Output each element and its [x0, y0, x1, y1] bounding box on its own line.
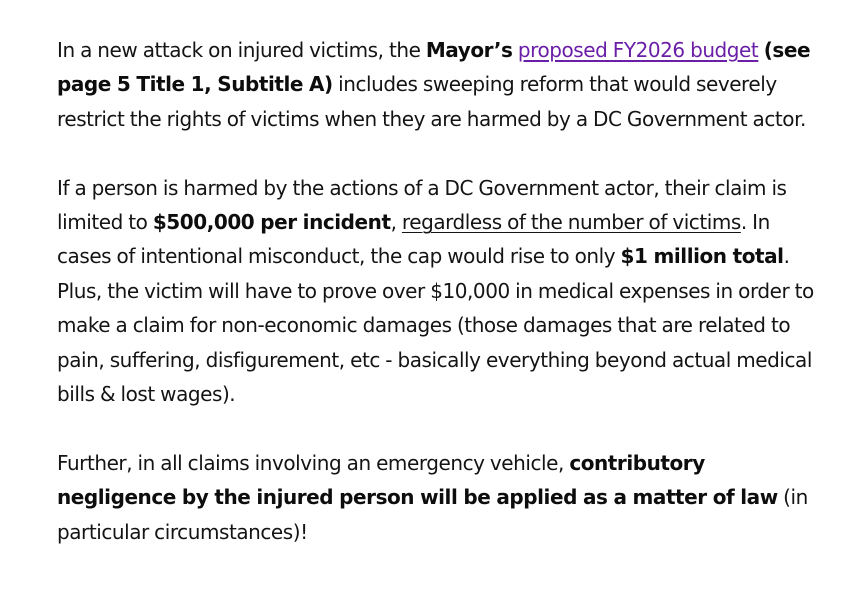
p2-text-4: . Plus, the victim will have to prove over $10,000 in medical expenses in order to make a claim for non-economic damages (those damages that are related to pain, suffering, disfigurement, etc - basically everything beyond actual medical bills & lost wages). [57, 244, 814, 407]
p3-text-1: Further, in all claims involving an emergency vehicle, [57, 450, 570, 475]
paragraph-mayor-budget [57, 33, 827, 136]
paragraph-emergency-vehicle [57, 446, 827, 549]
p2-text-2: , [390, 210, 402, 235]
p1-bold-mayors: Mayor’s [425, 38, 513, 62]
paragraph-claim-limits [57, 171, 827, 412]
p1-text-1: In a new attack on injured victims, the [57, 38, 426, 62]
p2-text-1: If a person is harmed by the actions of a DC Government actor, their claim is limited to [57, 175, 787, 235]
p2-bold-million-total: $1 million total [620, 244, 784, 269]
p1-text-4: includes sweeping reform that would severely restrict the rights of victims when they are harmed by a DC Government actor. [57, 72, 806, 131]
p2-underline-regardless: regardless of the number of victims [401, 210, 741, 235]
p1-bold-page-ref: (see page 5 Title 1, Subtitle A) [57, 38, 811, 97]
p2-text-3: . In cases of intentional misconduct, the cap would rise to only [57, 210, 770, 269]
p2-bold-per-incident: $500,000 per incident [152, 210, 391, 235]
document-body [57, 33, 827, 549]
p3-text-2: (in particular circumstances)! [57, 485, 808, 544]
budget-link[interactable]: proposed FY2026 budget [517, 38, 759, 62]
p3-bold-contributory-negligence: contributory negligence by the injured person will be applied as a matter of law [57, 450, 778, 510]
